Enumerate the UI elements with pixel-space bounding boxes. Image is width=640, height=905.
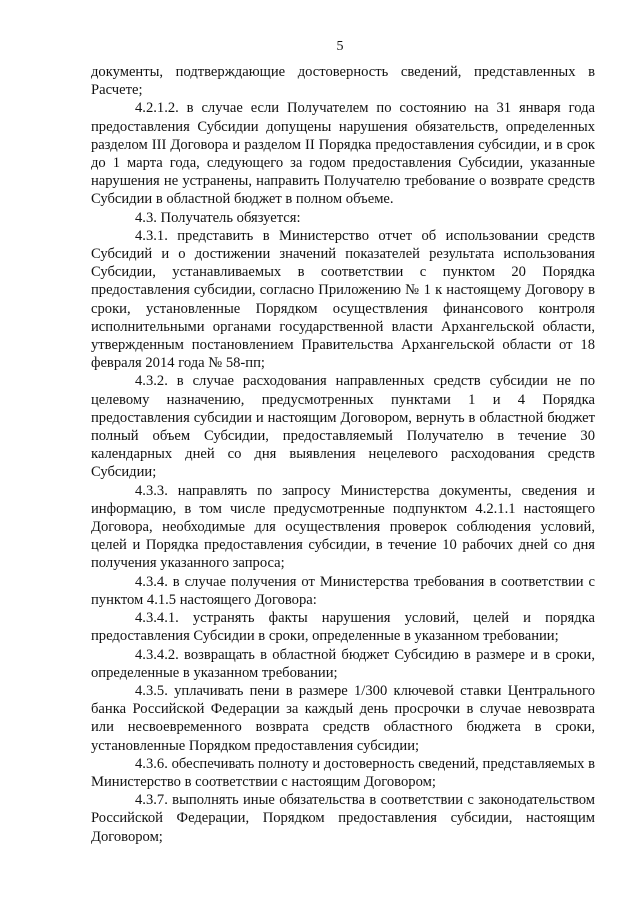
- paragraph: документы, подтверждающие достоверность сведений, представленных в Расчете;: [91, 64, 595, 99]
- page-number: 5: [336, 39, 344, 54]
- paragraph: 4.3.4. в случае получения от Министерства требования в соответствии с пунктом 4.1.5 настоящего Договора:: [91, 573, 595, 608]
- paragraph: 4.3.4.2. возвращать в областной бюджет Субсидию в размере и в сроки, определенные в указанном требовании;: [91, 646, 595, 681]
- paragraph: 4.3.3. направлять по запросу Министерства документы, сведения и информацию, в том числе предусмотренные подпунктом 4.2.1.1 настоящего Договора, необходимые для осуществления проверок соблюдения условий, целей и Порядка предоставления субсидии, в течение 10 рабочих дней со дня получения указанного запроса;: [91, 482, 595, 572]
- paragraph: 4.3.4.1. устранять факты нарушения условий, целей и порядка предоставления Субсидии в сроки, определенные в указанном требовании;: [91, 610, 595, 645]
- document-body: [91, 63, 595, 846]
- paragraph: 4.2.1.2. в случае если Получателем по состоянию на 31 января года предоставления Субсидии допущены нарушения обязательств, определенных разделом III Договора и разделом II Порядка предоставления субсидии, и в срок до 1 марта года, следующего за годом предоставления Субсидии, указанные нарушения не устранены, направить Получателю требование о возврате средств Субсидии в областной бюджет в полном объеме.: [91, 100, 595, 208]
- paragraph: 4.3.2. в случае расходования направленных средств субсидии не по целевому назначению, предусмотренных пунктами 1 и 4 Порядка предоставления субсидии и настоящим Договором, вернуть в областной бюджет полный объем Субсидии, предоставляемый Получателю в течение 30 календарных дней со дня выявления нецелевого расходования средств Субсидии;: [91, 373, 595, 481]
- paragraph: 4.3.6. обеспечивать полноту и достоверность сведений, представляемых в Министерство в соответствии с настоящим Договором;: [91, 755, 595, 790]
- paragraph: 4.3.5. уплачивать пени в размере 1/300 ключевой ставки Центрального банка Российской Федерации за каждый день просрочки в случае невозврата или несвоевременного возврата средств областного бюджета в сроки, установленные Порядком предоставления субсидии;: [91, 682, 595, 754]
- paragraph: 4.3.7. выполнять иные обязательства в соответствии с законодательством Российской Федерации, Порядком предоставления субсидии, настоящим Договором;: [91, 792, 595, 845]
- paragraph: 4.3.1. представить в Министерство отчет об использовании средств Субсидий и о достижении значений показателей результата использования Субсидии, устанавливаемых в соответствии с пунктом 20 Порядка предоставления субсидии, согласно Приложению № 1 к настоящему Договору в сроки, установленные Порядком осуществления финансового контроля исполнительными органами государственной власти Архангельской области, утвержденным постановлением Правительства Архангельской области от 18 февраля 2014 года № 58-пп;: [91, 227, 595, 372]
- paragraph: 4.3. Получатель обязуется:: [135, 209, 301, 226]
